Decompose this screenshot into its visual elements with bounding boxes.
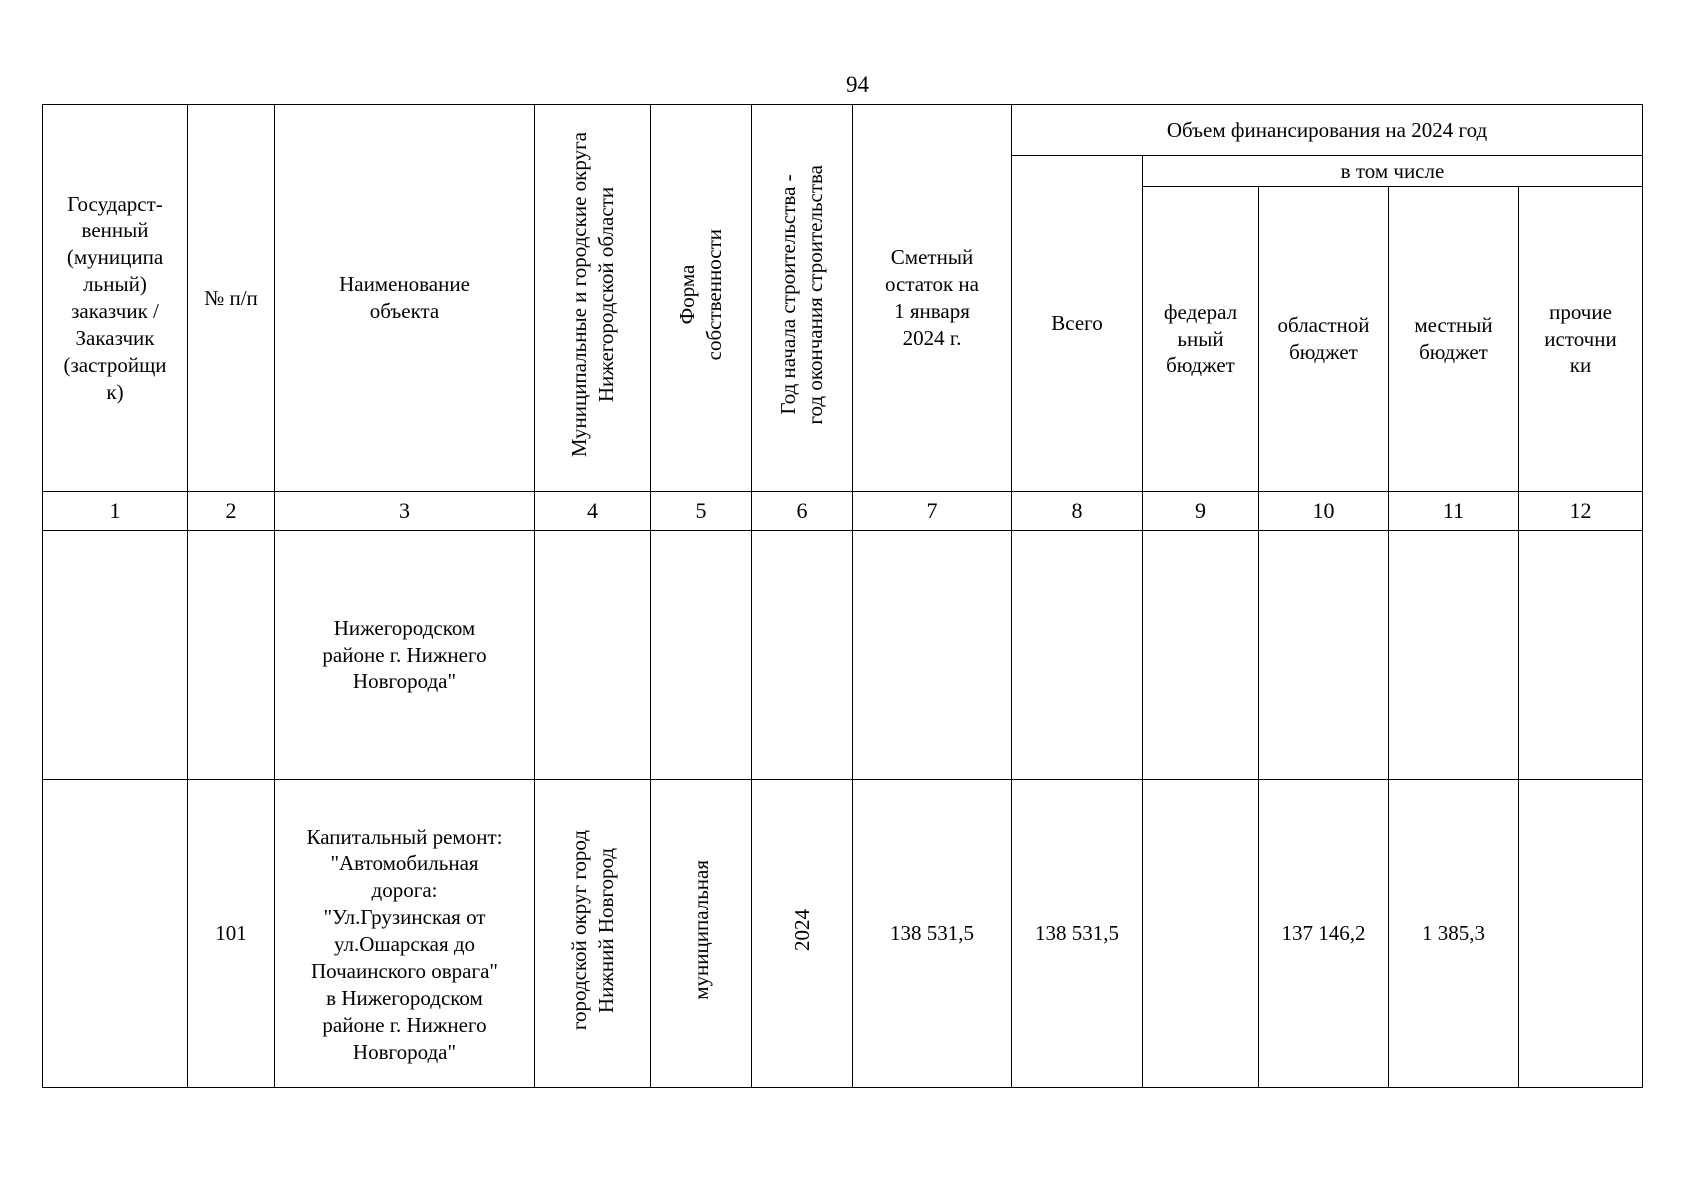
header-object-name: Наименование объекта xyxy=(275,105,535,492)
cell-federal xyxy=(1143,780,1259,1088)
column-number: 3 xyxy=(275,492,535,531)
column-number: 11 xyxy=(1389,492,1519,531)
cell-district: городской округ город Нижний Новгород xyxy=(535,780,651,1088)
cell-total: 138 531,5 xyxy=(1012,780,1143,1088)
cell-local: 1 385,3 xyxy=(1389,780,1519,1088)
column-number: 4 xyxy=(535,492,651,531)
column-number: 6 xyxy=(752,492,853,531)
header-estimate: Сметный остаток на 1 января 2024 г. xyxy=(853,105,1012,492)
cell-object-name: Нижегородском районе г. Нижнего Новгорода" xyxy=(275,531,535,780)
cell-number xyxy=(188,531,275,780)
cell-total xyxy=(1012,531,1143,780)
header-funding-group: Объем финансирования на 2024 год xyxy=(1012,105,1643,156)
page-number: 94 xyxy=(846,72,869,97)
cell-ownership xyxy=(651,531,752,780)
cell-object-name: Капитальный ремонт: "Автомобильная дорога: "Ул.Грузинская от ул.Ошарская до Почаинского оврага" в Нижегородском районе г. Нижнего Новгорода" xyxy=(275,780,535,1088)
column-number: 10 xyxy=(1259,492,1389,531)
cell-federal xyxy=(1143,531,1259,780)
cell-estimate xyxy=(853,531,1012,780)
header-regional: областной бюджет xyxy=(1259,187,1389,492)
cell-estimate: 138 531,5 xyxy=(853,780,1012,1088)
column-number: 5 xyxy=(651,492,752,531)
header-years: Год начала строительства - год окончания строительства xyxy=(752,105,853,492)
cell-ownership: муниципальная xyxy=(651,780,752,1088)
column-number: 12 xyxy=(1519,492,1643,531)
column-number: 2 xyxy=(188,492,275,531)
header-customer: Государст- венный (муниципа льный) заказчик / Заказчик (застройщи к) xyxy=(43,105,188,492)
header-number: № п/п xyxy=(188,105,275,492)
cell-years: 2024 xyxy=(752,780,853,1088)
header-total: Всего xyxy=(1012,156,1143,492)
financing-table xyxy=(42,104,1643,1088)
header-local: местный бюджет xyxy=(1389,187,1519,492)
cell-customer xyxy=(43,531,188,780)
header-other: прочие источни ки xyxy=(1519,187,1643,492)
column-number: 8 xyxy=(1012,492,1143,531)
header-ownership: Форма собственности xyxy=(651,105,752,492)
table-row xyxy=(43,780,1643,1088)
column-number: 1 xyxy=(43,492,188,531)
column-number-row xyxy=(43,492,1643,531)
cell-local xyxy=(1389,531,1519,780)
column-number: 7 xyxy=(853,492,1012,531)
header-district: Муниципальные и городские округа Нижегородской области xyxy=(535,105,651,492)
cell-years xyxy=(752,531,853,780)
header-including: в том числе xyxy=(1143,156,1643,187)
table-row xyxy=(43,531,1643,780)
cell-customer xyxy=(43,780,188,1088)
cell-other xyxy=(1519,531,1643,780)
header-federal: федерал ьный бюджет xyxy=(1143,187,1259,492)
cell-regional xyxy=(1259,531,1389,780)
cell-other xyxy=(1519,780,1643,1088)
cell-district xyxy=(535,531,651,780)
cell-regional: 137 146,2 xyxy=(1259,780,1389,1088)
cell-number: 101 xyxy=(188,780,275,1088)
column-number: 9 xyxy=(1143,492,1259,531)
